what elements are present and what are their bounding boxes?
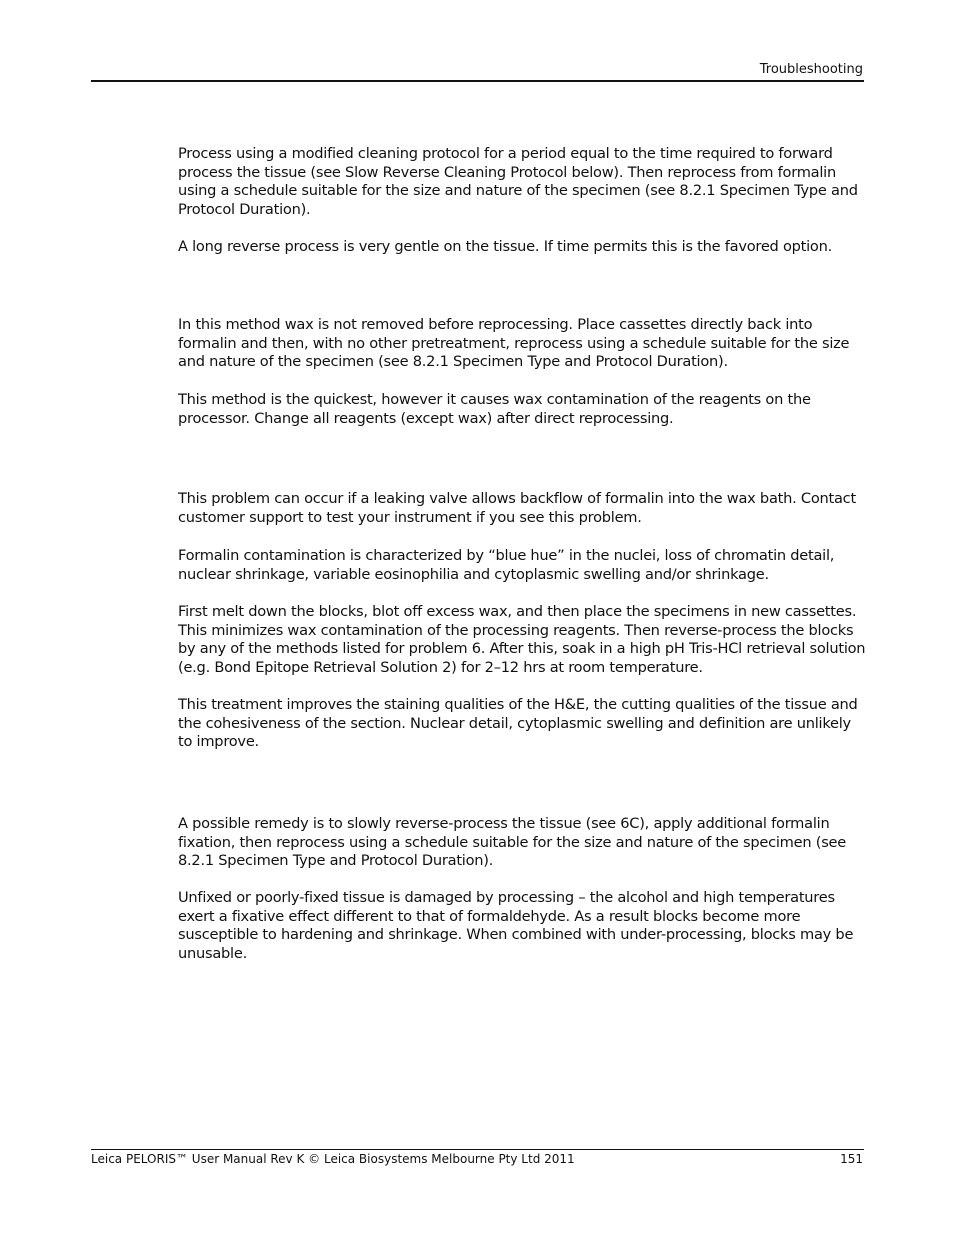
paragraph-melt-blocks: First melt down the blocks, blot off excess wax, and then place the specimens in new cassettes. This minimizes wax contamination of the processing reagents. Then reverse-process the blocks by any of the methods listed for problem 6. After this, soak in a high pH Tris-HCl retrieval solution (e.g. Bond Epitope Retrieval Solution 2) for 2–12 hrs at room temperature.	[178, 603, 866, 676]
paragraph-quickest-method: This method is the quickest, however it causes wax contamination of the reagents on the processor. Change all reagents (except wax) after direct reprocessing.	[178, 391, 811, 427]
header-divider	[91, 80, 864, 82]
paragraph-treatment-improves: This treatment improves the staining qualities of the H&E, the cutting qualities of the tissue and the cohesiveness of the section. Nuclear detail, cytoplasmic swelling and definition are unlikely to improve.	[178, 696, 858, 751]
paragraph-slow-reverse-process: Process using a modified cleaning protocol for a period equal to the time required to forward process the tissue (see Slow Reverse Cleaning Protocol below). Then reprocess from formalin using a schedule suitable for the size and nature of the specimen (see 8.2.1 Specimen Type and Protocol Duration).	[178, 145, 858, 218]
page-number: 151	[840, 1152, 863, 1166]
footer-divider	[91, 1149, 864, 1150]
footer-copyright: Leica PELORIS™ User Manual Rev K © Leica Biosystems Melbourne Pty Ltd 2011	[91, 1152, 575, 1166]
paragraph-formalin-contamination: Formalin contamination is characterized by “blue hue” in the nuclei, loss of chromatin detail, nuclear shrinkage, variable eosinophilia and cytoplasmic swelling and/or shrinkage.	[178, 547, 835, 583]
paragraph-unfixed-tissue: Unfixed or poorly-fixed tissue is damaged by processing – the alcohol and high temperatures exert a fixative effect different to that of formaldehyde. As a result blocks become more susceptible to hardening and shrinkage. When combined with under-processing, blocks may be unusable.	[178, 889, 854, 962]
running-header-section: Troubleshooting	[759, 62, 863, 77]
paragraph-direct-reprocess-method: In this method wax is not removed before reprocessing. Place cassettes directly back into formalin and then, with no other pretreatment, reprocess using a schedule suitable for the size and nature of the specimen (see 8.2.1 Specimen Type and Protocol Duration).	[178, 316, 850, 371]
paragraph-leaking-valve: This problem can occur if a leaking valve allows backflow of formalin into the wax bath. Contact customer support to test your instrument if you see this problem.	[178, 490, 856, 526]
paragraph-gentle-option: A long reverse process is very gentle on the tissue. If time permits this is the favored option.	[178, 238, 832, 255]
paragraph-possible-remedy: A possible remedy is to slowly reverse-process the tissue (see 6C), apply additional formalin fixation, then reprocess using a schedule suitable for the size and nature of the specimen (see 8.2.1 Specimen Type and Protocol Duration).	[178, 815, 846, 870]
